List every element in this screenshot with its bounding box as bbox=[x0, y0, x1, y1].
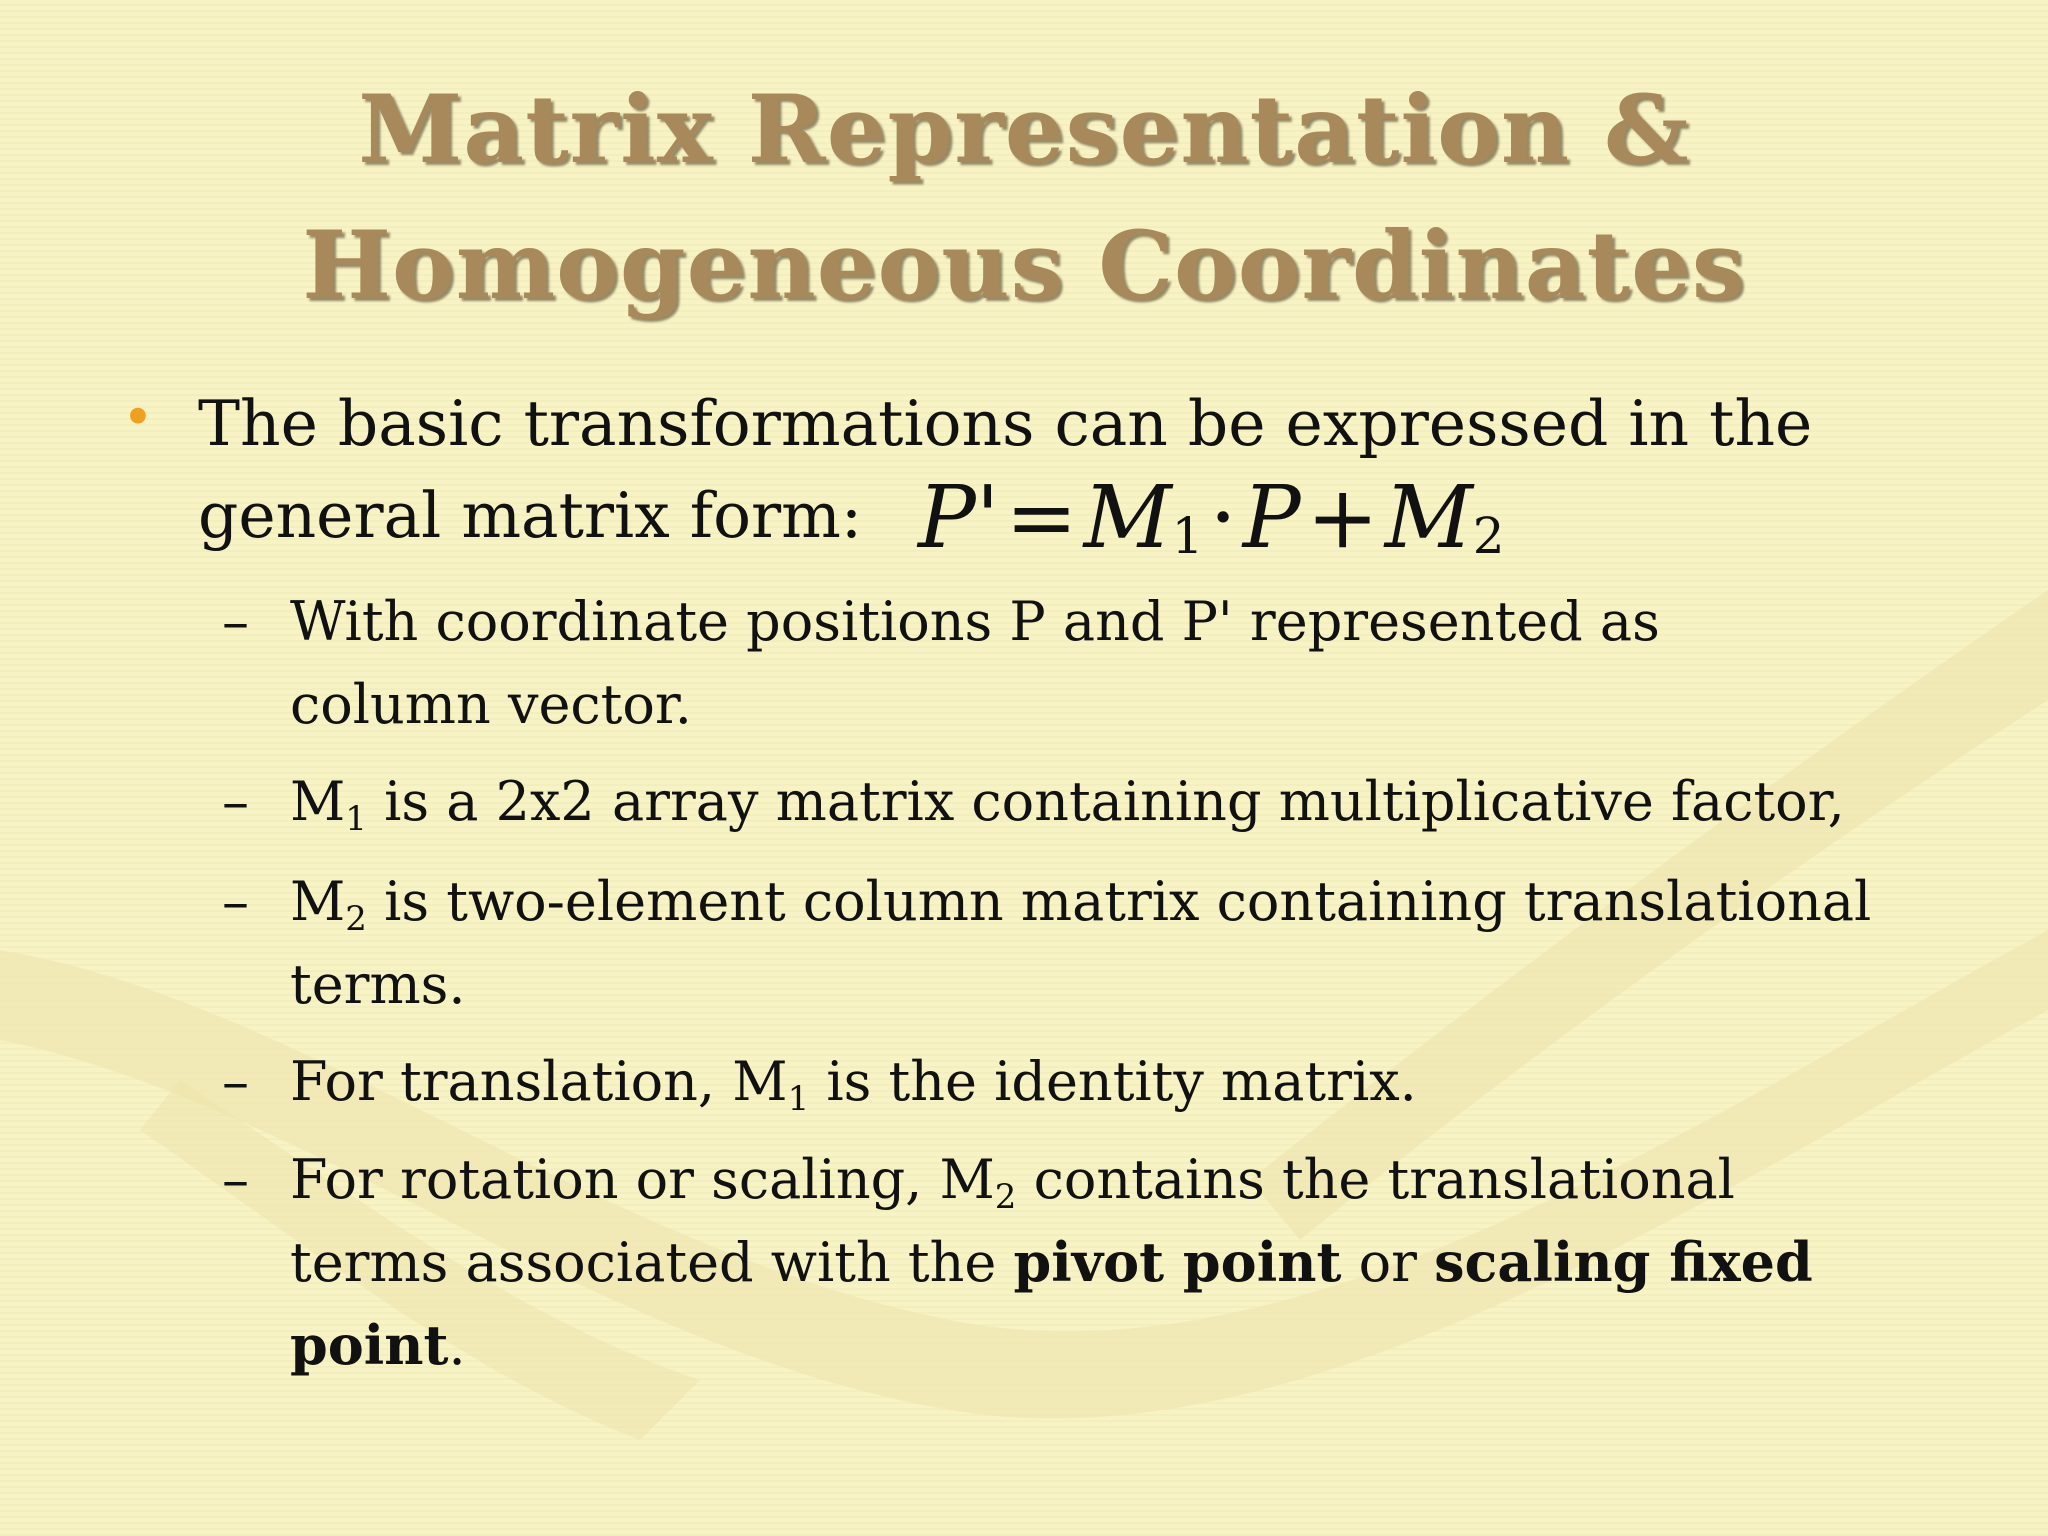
subscript: 1 bbox=[787, 1079, 810, 1119]
formula-p: P bbox=[1242, 468, 1301, 568]
text-segment: . bbox=[448, 1314, 466, 1377]
slide-title bbox=[0, 62, 2048, 334]
sub-bullet-text bbox=[290, 1040, 1872, 1123]
text-segment: is a 2x2 array matrix containing multiplicative factor, bbox=[366, 770, 1845, 833]
dash-icon: – bbox=[222, 1148, 249, 1211]
formula-m2: M bbox=[1384, 468, 1473, 568]
text-segment: is the identity matrix. bbox=[809, 1050, 1417, 1113]
subscript: 2 bbox=[345, 899, 367, 939]
formula-plus: + bbox=[1306, 468, 1379, 568]
bullet-dot-icon: • bbox=[122, 386, 154, 449]
text-segment: is two-element column matrix containing translational terms. bbox=[290, 870, 1872, 1016]
subscript: 2 bbox=[994, 1177, 1017, 1217]
sub-bullet-text: With coordinate positions P and P' represented as column vector. bbox=[290, 590, 1660, 736]
title-line-2: Homogeneous Coordinates bbox=[302, 211, 1746, 321]
dash-icon: – bbox=[222, 1050, 249, 1113]
sub-bullet-text bbox=[290, 760, 1872, 843]
dash-icon: – bbox=[222, 590, 249, 653]
sub-bullet-text bbox=[290, 1138, 1872, 1387]
text-segment: For translation, M bbox=[290, 1050, 788, 1113]
matrix-formula bbox=[918, 468, 1505, 586]
dash-icon: – bbox=[222, 770, 249, 833]
main-bullet-line-1: The basic transformations can be expressed in the bbox=[198, 387, 1813, 460]
bold-term-scaling-fixed-point: scaling fixed point bbox=[290, 1230, 1813, 1377]
formula-equals: = bbox=[1005, 468, 1078, 568]
text-segment: M bbox=[290, 770, 346, 833]
subscript: 1 bbox=[345, 799, 367, 839]
sub-bullet-text bbox=[290, 860, 1872, 1026]
formula-m2-subscript: 2 bbox=[1472, 507, 1505, 565]
text-segment: contains the translational terms associated with the bbox=[290, 1148, 1735, 1294]
formula-m1: M bbox=[1083, 468, 1172, 568]
formula-lhs: P' bbox=[918, 468, 1000, 568]
text-segment: or bbox=[1341, 1231, 1435, 1294]
bold-term-pivot-point: pivot point bbox=[1013, 1230, 1342, 1294]
formula-m1-subscript: 1 bbox=[1171, 507, 1204, 565]
text-segment: M bbox=[290, 870, 346, 933]
title-line-1: Matrix Representation & bbox=[358, 75, 1690, 185]
main-bullet-line-2: general matrix form: bbox=[198, 479, 863, 552]
dash-icon: – bbox=[222, 870, 249, 933]
formula-dot: · bbox=[1209, 468, 1237, 568]
text-segment: For rotation or scaling, M bbox=[290, 1148, 995, 1211]
